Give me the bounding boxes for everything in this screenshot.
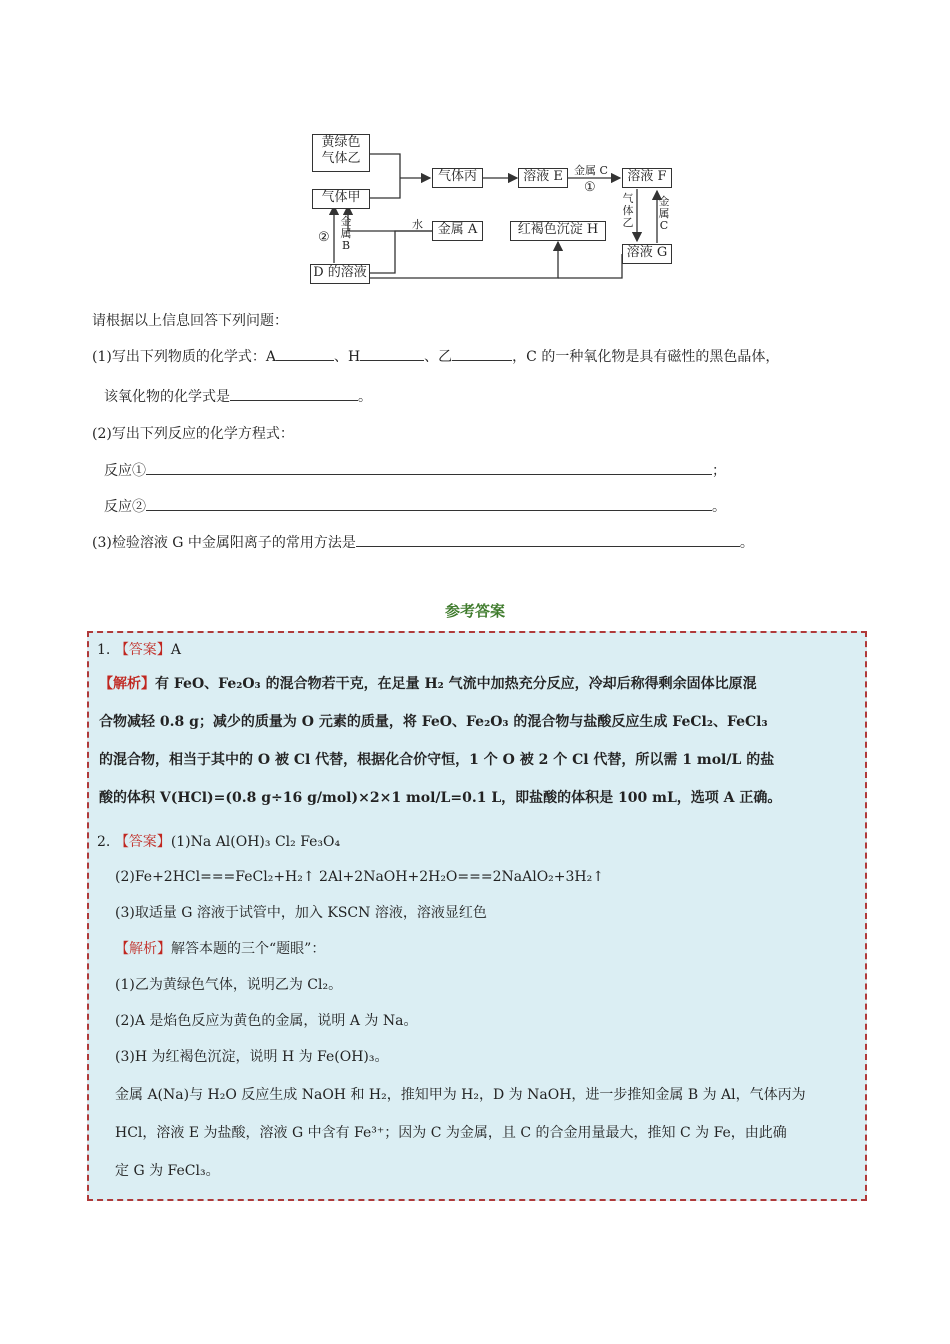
box-gas-jia: 气体甲	[312, 189, 370, 209]
q1-prefix: (1)写出下列物质的化学式：A	[92, 349, 276, 365]
label-gas-yi: 气体乙	[622, 192, 634, 229]
a2-l3: (3)取适量 G 溶液于试管中，加入 KSCN 溶液，溶液显红色	[115, 905, 487, 921]
q3-prefix: (3)检验溶液 G 中金属阳离子的常用方法是	[92, 535, 356, 551]
a2-l2: (2)Fe+2HCl===FeCl₂+H₂↑ 2Al+2NaOH+2H₂O===2NaAlO₂+3H₂↑	[115, 869, 604, 885]
questions-intro: 请根据以上信息回答下列问题：	[92, 313, 288, 329]
a1-tag: 【答案】	[114, 642, 171, 658]
q2-r1-label: 反应①	[104, 463, 146, 479]
a2-tag: 【答案】	[114, 834, 171, 850]
q2-r2-end: 。	[712, 499, 726, 515]
box-solution-e: 溶液 E	[518, 168, 568, 188]
a2-p2: HCl，溶液 E 为盐酸，溶液 G 中含有 Fe³⁺；因为 C 为金属，且 C 的合金用量最大，推知 C 为 Fe，由此确	[115, 1125, 787, 1141]
a2-analysis-line	[115, 938, 325, 960]
q1-line2-end: 。	[358, 389, 372, 405]
answer-blank-oxide[interactable]	[230, 386, 358, 401]
a2-e3: (3)H 为红褐色沉淀，说明 H 为 Fe(OH)₃。	[115, 1049, 389, 1065]
a1-l1: 有 FeO、Fe₂O₃ 的混合物若干克，在足量 H₂ 气流中加热充分反应，冷却后称得剩余固体比原混	[155, 676, 757, 692]
question-1	[92, 346, 779, 367]
box-gas-bing: 气体丙	[432, 168, 483, 188]
line-g-to-h	[558, 254, 622, 278]
box-d-solution: D 的溶液	[310, 264, 370, 284]
q1-sep1: 、H	[333, 349, 361, 365]
answer-blank-reaction1[interactable]	[146, 460, 712, 475]
question-1-line2	[104, 386, 372, 407]
q2-r2-label: 反应②	[104, 499, 146, 515]
label-metal-b: 金属B	[340, 215, 352, 252]
a2-num: 2.	[97, 834, 111, 850]
reaction-flow-diagram	[300, 126, 680, 288]
join-line	[370, 154, 400, 198]
label-step1: ①	[584, 180, 596, 195]
question-2-reaction1	[104, 460, 726, 481]
a2-p3: 定 G 为 FeCl₃。	[115, 1163, 220, 1179]
label-metal-c-vertical: 金属C	[658, 195, 670, 232]
a1-l2: 合物减轻 0.8 g；减少的质量为 O 元素的质量，将 FeO、Fe₂O₃ 的混合物与盐酸反应生成 FeCl₂、FeCl₃	[99, 714, 768, 730]
a1-l4: 酸的体积 V(HCl)=(0.8 g÷16 g/mol)×2×1 mol/L=0.1 L，即盐酸的体积是 100 mL，选项 A 正确。	[99, 790, 782, 806]
a2-analysis-intro: 解答本题的三个“题眼”：	[171, 941, 326, 957]
a2-analysis-tag: 【解析】	[115, 941, 171, 957]
answer-2-line	[97, 831, 340, 853]
a1-l3: 的混合物，相当于其中的 O 被 Cl 代替，根据化合价守恒，1 个 O 被 2 个 Cl 代替，所以需 1 mol/L 的盐	[99, 752, 775, 768]
arrow-to-precipitate-h	[370, 242, 558, 278]
q3-end: 。	[739, 535, 754, 551]
a2-p1: 金属 A(Na)与 H₂O 反应生成 NaOH 和 H₂，推知甲为 H₂，D 为 NaOH，进一步推知金属 B 为 Al，气体丙为	[115, 1087, 806, 1103]
box-yellow-green-gas: 黄绿色 气体乙	[312, 134, 370, 172]
a1-analysis-tag: 【解析】	[99, 676, 155, 692]
answer-blank-a[interactable]	[276, 346, 334, 361]
answer-blank-method[interactable]	[356, 532, 740, 547]
question-2-reaction2	[104, 496, 726, 517]
label-metal-c: 金属 C	[574, 164, 608, 177]
box-metal-a: 金属 A	[432, 221, 483, 241]
a2-e1: (1)乙为黄绿色气体，说明乙为 Cl₂。	[115, 977, 343, 993]
a1-value: A	[170, 642, 181, 658]
q2-r1-end: ；	[712, 463, 726, 479]
box-solution-g: 溶液 G	[622, 244, 672, 264]
box-solution-f: 溶液 F	[622, 168, 672, 188]
q1-sep2: 、乙	[424, 349, 453, 365]
answers-box	[87, 631, 867, 1201]
a2-e2: (2)A 是焰色反应为黄色的金属，说明 A 为 Na。	[115, 1013, 418, 1029]
label-step2: ②	[318, 230, 330, 245]
q1-line2: 该氧化物的化学式是	[104, 389, 230, 405]
answer-blank-yi[interactable]	[452, 346, 512, 361]
answers-title: 参考答案	[444, 602, 505, 620]
answer-blank-reaction2[interactable]	[146, 496, 712, 511]
answer-blank-h[interactable]	[360, 346, 424, 361]
label-water: 水	[412, 218, 423, 231]
q1-suffix: ，C 的一种氧化物是具有磁性的黑色晶体，	[512, 349, 780, 365]
a2-value: (1)Na Al(OH)₃ Cl₂ Fe₃O₄	[170, 834, 341, 850]
question-3	[92, 532, 754, 553]
answer-1-line	[97, 639, 181, 661]
question-2-title: (2)写出下列反应的化学方程式：	[92, 426, 294, 442]
box-red-brown-precipitate: 红褐色沉淀 H	[510, 221, 606, 241]
line-metal-a-to-d	[370, 231, 432, 273]
a1-analysis-line1	[99, 673, 757, 695]
a1-num: 1.	[97, 642, 111, 658]
